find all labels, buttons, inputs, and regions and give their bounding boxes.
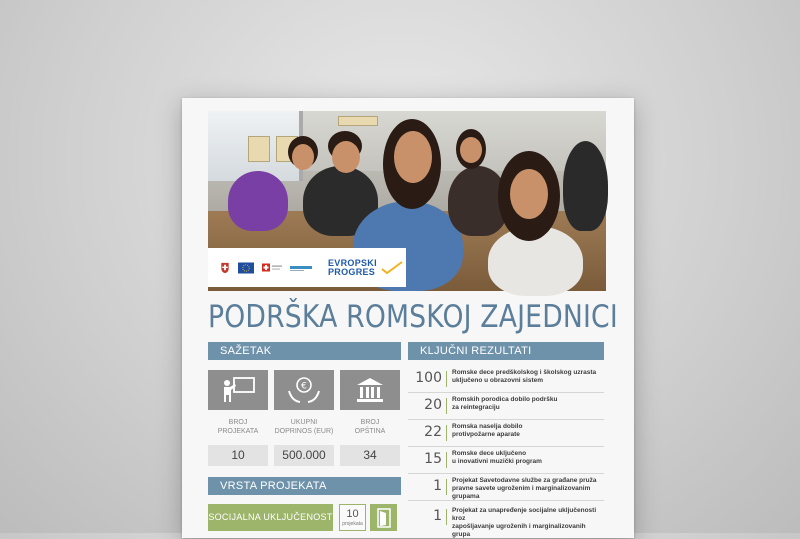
eu-flag-icon [238,262,254,274]
result-line2: pravne savete ugroženim i marginalizovanim grupama [452,485,591,500]
stat-icon-box [274,370,334,410]
stat-label-line2: DOPRINOS (EUR) [274,428,334,435]
brochure-page [182,98,634,538]
photo-child [563,141,608,231]
result-description [452,507,604,539]
photo-face [332,141,360,173]
check-swoosh-icon [381,261,403,275]
photo-poster [338,116,378,126]
result-description [452,396,604,412]
photo-face [292,144,314,170]
photo-face [394,131,432,183]
result-number: 22 [424,424,442,440]
result-number: 1 [433,478,442,494]
result-line2: uključeno u obrazovni sistem [452,377,544,384]
euro-hands-icon [286,375,322,405]
result-item [408,447,604,474]
result-line2: protivpožarne aparate [452,431,520,438]
project-types-header: VRSTA PROJEKATA [208,477,401,495]
results-header: KLJUČNI REZULTATI [408,342,604,360]
stat-label-line1: BROJ [360,419,380,426]
stat-value-contribution: 500.000 [274,445,334,466]
stat-label-line1: UKUPNI [290,419,318,426]
result-separator [446,398,447,414]
result-description [452,450,604,466]
result-line1: Projekat za unapređenje socijalne uključenosti kroz [452,507,597,522]
result-line1: Romska naselja dobilo [452,423,523,430]
result-line1: Romskih porodica dobilo podršku [452,396,558,403]
photo-face [460,137,482,163]
photo-child [228,171,288,231]
logo-line1: EVROPSKI [328,257,377,268]
summary-header: SAŽETAK [208,342,401,360]
result-number: 100 [415,370,442,386]
project-type-count [339,504,366,531]
result-separator [446,479,447,495]
result-separator [446,425,447,441]
teacher-board-icon [218,375,258,405]
result-item [408,504,604,538]
stat-label-line2: OPŠTINA [354,428,386,435]
result-item [408,393,604,420]
result-description [452,423,604,439]
photo-poster [248,136,270,162]
result-line2: u inovativni muzički program [452,458,542,465]
serbia-coat-of-arms-icon [220,262,230,274]
result-number: 1 [433,508,442,524]
swiss-flag-icon [262,262,282,274]
result-line1: Projekat Savetodavne službe za građane pruža [452,477,597,484]
partner-logos [208,248,406,287]
logo-line2: PROGRES [328,266,376,277]
building-icon [354,375,386,405]
result-separator [446,452,447,468]
project-type-icon-box [370,504,397,531]
result-item [408,420,604,447]
result-item [408,474,604,501]
stat-label-line1: BROJ [228,419,248,426]
photo-face [510,169,548,219]
result-separator [446,509,447,525]
project-type-count-unit: projekata [342,521,363,527]
result-line2: zapošljavanje ugroženih i marginalizovanih grupa [452,523,586,538]
project-type-count-number: 10 [346,508,359,520]
result-number: 15 [424,451,442,467]
stat-value-projects: 10 [208,445,268,466]
stat-label [340,418,400,436]
result-description [452,369,604,385]
stat-value-municipalities: 34 [340,445,400,466]
door-icon [376,508,392,528]
page-title: PODRŠKA ROMSKOJ ZAJEDNICI [208,299,618,335]
result-item [408,366,604,393]
partner-logo-icon [290,262,312,274]
stat-icon-box [208,370,268,410]
result-number: 20 [424,397,442,413]
result-line1: Romske dece predškolskog i školskog uzrasta [452,369,597,376]
project-type-label: SOCIJALNA UKLJUČENOST [208,504,333,531]
evropski-progres-logo [328,259,377,277]
svg-text:€: € [301,381,307,392]
result-description [452,477,604,501]
stat-label [208,418,268,436]
stat-label-line2: PROJEKATA [217,428,259,435]
stat-icon-box [340,370,400,410]
stat-label [274,418,334,436]
result-separator [446,371,447,387]
result-line1: Romske dece uključeno [452,450,527,457]
result-line2: za reintegraciju [452,404,500,411]
